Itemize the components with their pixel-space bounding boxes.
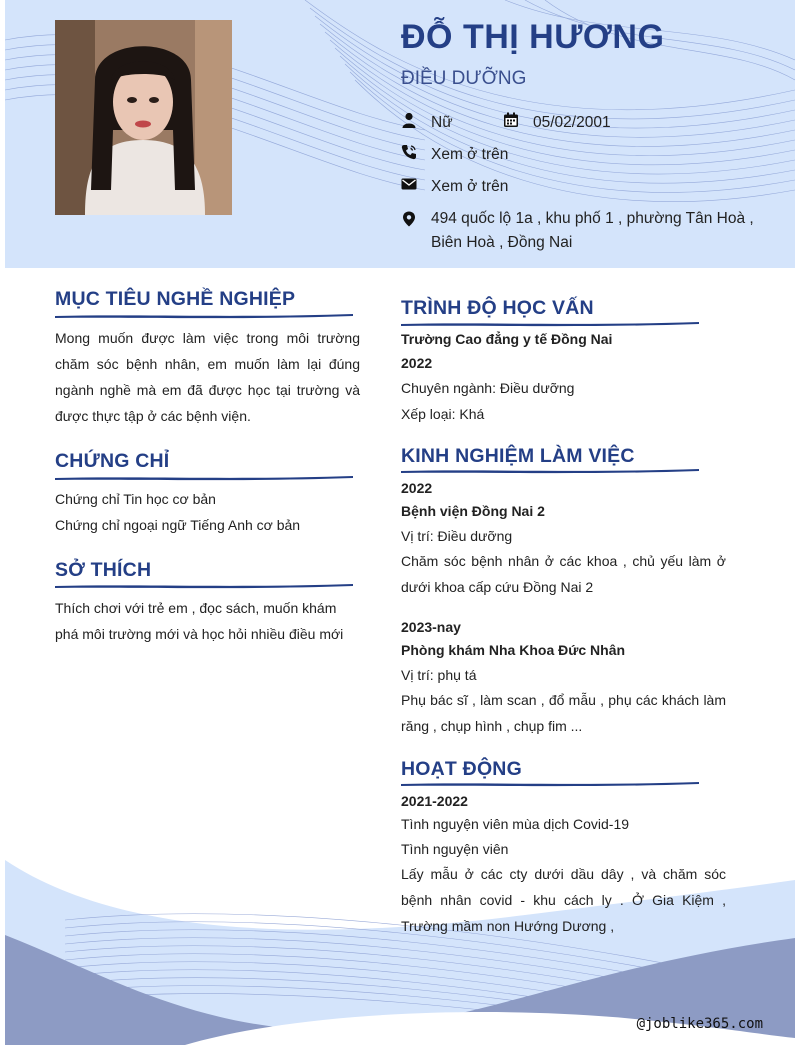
job-title: ĐIỀU DƯỠNG [401, 68, 527, 89]
education-grade: Xếp loại: Khá [401, 406, 485, 422]
activities-title-underline [401, 780, 701, 788]
job-description: Phụ bác sĩ , làm scan , đổ mẫu , phụ các khách làm răng , chụp hình , chụp fim ... [401, 692, 726, 734]
job-company: Bệnh viện Đồng Nai 2 [401, 503, 545, 519]
job-company: Phòng khám Nha Khoa Đức Nhân [401, 642, 626, 658]
activity-name: Tình nguyện viên mùa dịch Covid-19 [401, 816, 630, 832]
objective-text: Mong muốn được làm việc trong môi trường chăm sóc bệnh nhân, em muốn làm lại đúng ngành nghề mà em đã được học tại trường và được thực tập ở các bệnh viện. [55, 330, 360, 424]
job-description: Chăm sóc bệnh nhân ở các khoa , chủ yếu làm ở dưới khoa cấp cứu Đồng Nai 2 [401, 553, 726, 595]
certificates-title: CHỨNG CHỈ [55, 450, 170, 472]
address-line-2: Biên Hoà , Đồng Nai [431, 234, 573, 251]
candidate-name: ĐỖ THỊ HƯƠNG [401, 18, 665, 56]
experience-title: KINH NGHIỆM LÀM VIỆC [401, 445, 635, 467]
calendar-icon [503, 112, 519, 128]
objective-title: MỤC TIÊU NGHỀ NGHIỆP [55, 288, 296, 310]
location-pin-icon [401, 211, 417, 227]
hobbies-title: SỞ THÍCH [55, 559, 152, 581]
envelope-icon [401, 176, 417, 192]
education-title-underline [401, 320, 701, 328]
person-icon [401, 112, 417, 128]
portrait-image [55, 20, 232, 215]
header-background [5, 0, 795, 268]
education-title: TRÌNH ĐỘ HỌC VẤN [401, 297, 594, 319]
activity-period: 2021-2022 [401, 793, 468, 809]
education-major: Chuyên ngành: Điều dưỡng [401, 380, 575, 396]
activity-role: Tình nguyện viên [401, 841, 509, 857]
address-row [401, 207, 754, 255]
phone-value: Xem ở trên [431, 146, 509, 163]
job-position: Vị trí: phụ tá [401, 667, 477, 683]
job-period: 2022 [401, 480, 433, 496]
phone-icon [401, 144, 417, 160]
experience-title-underline [401, 467, 701, 475]
birthday-value: 05/02/2001 [533, 114, 611, 131]
watermark: @joblike365.com [636, 1016, 763, 1032]
cv-page [5, 0, 795, 1045]
job-position: Vị trí: Điều dưỡng [401, 528, 513, 544]
objective-title-underline [55, 312, 355, 320]
education-school: Trường Cao đẳng y tế Đồng Nai [401, 331, 613, 347]
phone-row [401, 143, 508, 167]
certificates-title-underline [55, 474, 355, 482]
certificate-item: Chứng chỉ ngoại ngữ Tiếng Anh cơ bản [55, 517, 301, 533]
hobbies-title-underline [55, 582, 355, 590]
activity-description: Lấy mẫu ở các cty dưới dầu dây , và chăm sóc bệnh nhân covid - khu cách ly . Ở Gia Kiệm , Trường mầm non Hướng Dương , [401, 866, 726, 934]
job-period: 2023-nay [401, 619, 461, 635]
certificate-item: Chứng chỉ Tin học cơ bản [55, 491, 216, 507]
email-row [401, 175, 508, 199]
gender-value: Nữ [431, 114, 453, 131]
activities-title: HOẠT ĐỘNG [401, 758, 522, 780]
profile-photo [55, 20, 232, 215]
address-value [431, 207, 754, 255]
education-year: 2022 [401, 355, 433, 371]
email-value: Xem ở trên [431, 178, 509, 195]
hobbies-text: Thích chơi với trẻ em , đọc sách, muốn khám phá môi trường mới và học hỏi nhiều điều mới [55, 600, 344, 642]
gender-row [401, 111, 453, 135]
address-line-1: 494 quốc lộ 1a , khu phố 1 , phường Tân Hoà , [431, 210, 754, 227]
birthday-row [503, 111, 611, 135]
